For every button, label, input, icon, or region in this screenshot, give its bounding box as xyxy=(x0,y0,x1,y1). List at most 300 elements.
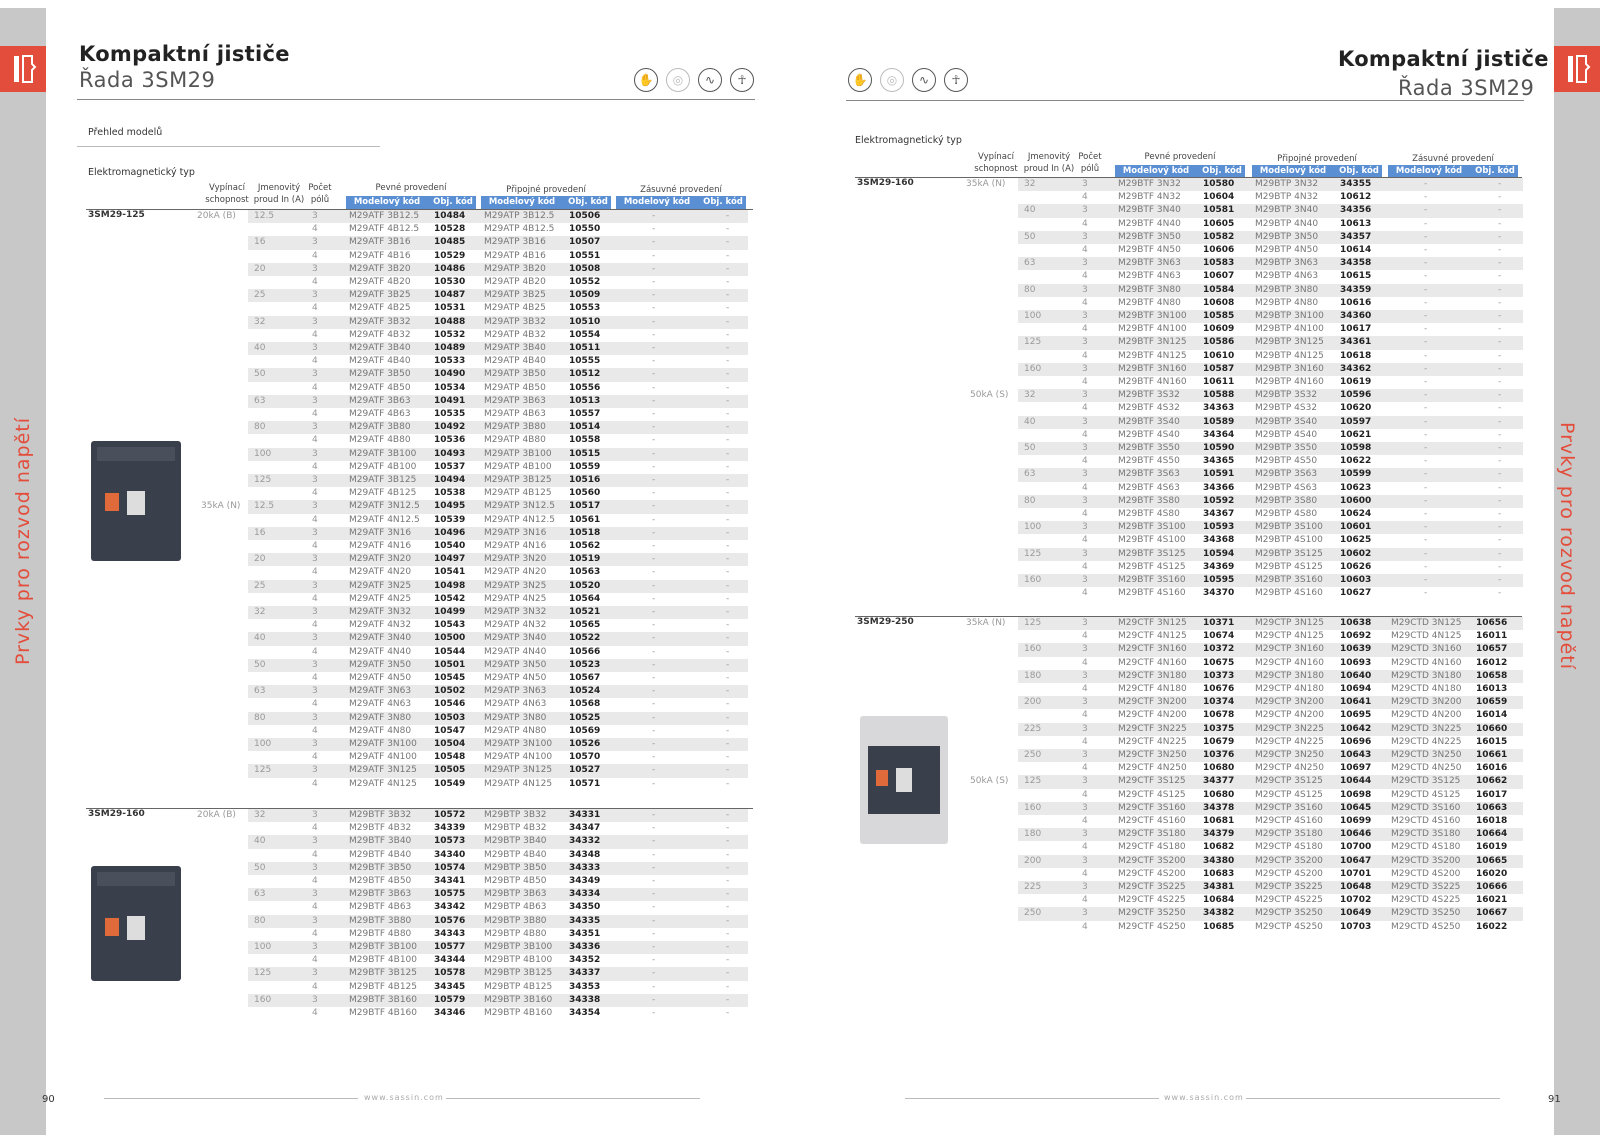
withdraw-model-code: - xyxy=(1424,297,1428,308)
table-row xyxy=(1018,643,1523,656)
plugin-model-code: M29ATP 3B63 xyxy=(484,395,546,406)
withdraw-order-code: - xyxy=(726,514,730,525)
fixed-model-code: M29BTF 3S63 xyxy=(1118,469,1180,480)
rated-current: 80 xyxy=(254,712,266,723)
withdraw-model-code: - xyxy=(652,699,656,710)
fixed-order-code: 10546 xyxy=(434,699,466,710)
fixed-model-code: M29BTF 4B50 xyxy=(349,876,412,886)
pole-count: 4 xyxy=(1082,868,1088,879)
person-icon: ☥ xyxy=(730,68,754,92)
rated-current: 40 xyxy=(254,633,266,644)
withdraw-model-code: - xyxy=(1424,324,1428,335)
fixed-order-code: 10607 xyxy=(1203,271,1235,282)
plugin-order-code: 10649 xyxy=(1340,908,1372,919)
withdraw-model-code: - xyxy=(652,810,656,820)
plugin-model-code: M29BTP 4S160 xyxy=(1255,588,1323,599)
withdraw-order-code: - xyxy=(726,942,730,952)
table-row xyxy=(1018,218,1523,231)
fixed-model-code: M29ATF 4B16 xyxy=(349,250,411,261)
fixed-model-code: M29CTF 4S225 xyxy=(1118,895,1186,906)
withdraw-model-code: - xyxy=(652,686,656,697)
fixed-model-code: M29CTF 4N250 xyxy=(1118,763,1187,774)
plugin-model-code: M29BTP 4S40 xyxy=(1255,429,1318,440)
fixed-order-code: 10497 xyxy=(434,554,466,565)
order-code-header: Obj. kód xyxy=(1202,166,1242,176)
page-title: Kompaktní jističe xyxy=(1338,47,1549,71)
fixed-order-code: 34381 xyxy=(1203,882,1235,892)
fixed-model-code: M29CTF 3N125 xyxy=(1118,618,1187,628)
plugin-model-code: M29ATP 4B125 xyxy=(484,488,552,499)
withdraw-order-code: - xyxy=(1498,469,1502,480)
pole-count: 3 xyxy=(312,915,318,926)
plugin-model-code: M29CTP 3S250 xyxy=(1255,908,1323,919)
withdraw-model-code: - xyxy=(1424,377,1428,387)
fixed-model-code: M29BTF 4S125 xyxy=(1118,561,1186,572)
fixed-model-code: M29BTF 3B100 xyxy=(349,942,418,952)
plugin-model-code: M29ATP 3B12.5 xyxy=(484,211,555,221)
withdraw-order-code: 10663 xyxy=(1476,802,1508,813)
plugin-order-code: 10638 xyxy=(1340,618,1372,628)
withdraw-model-code: M29CTD 3S180 xyxy=(1391,829,1461,840)
curve-icon: ∿ xyxy=(698,68,722,92)
plugin-model-code: M29CTP 4N250 xyxy=(1255,763,1324,774)
withdraw-order-code: - xyxy=(726,290,730,301)
pole-count: 4 xyxy=(1082,763,1088,774)
pole-count: 4 xyxy=(312,725,318,736)
withdraw-order-code: - xyxy=(726,527,730,538)
page-title: Kompaktní jističe xyxy=(79,42,290,66)
table-row xyxy=(1018,363,1523,376)
withdraw-order-code: 10661 xyxy=(1476,750,1508,760)
rated-current: 16 xyxy=(254,237,266,248)
plugin-model-code: M29CTP 4S200 xyxy=(1255,868,1323,879)
withdraw-order-code: 16019 xyxy=(1476,842,1508,853)
fixed-model-code: M29ATF 4N63 xyxy=(349,699,412,710)
withdraw-order-code: 16016 xyxy=(1476,763,1508,774)
table-row xyxy=(970,389,1523,402)
plugin-model-code: M29BTP 3N32 xyxy=(1255,179,1319,189)
table-row xyxy=(1018,548,1523,561)
fixed-model-code: M29ATF 3B32 xyxy=(349,316,411,327)
withdraw-order-code: - xyxy=(1498,192,1502,203)
rated-current: 225 xyxy=(1024,723,1042,734)
fixed-order-code: 34344 xyxy=(434,955,466,966)
fixed-model-code: M29ATF 4N20 xyxy=(349,567,412,578)
fixed-order-code: 10489 xyxy=(434,343,466,353)
withdraw-model-code: - xyxy=(652,942,656,952)
pole-count: 4 xyxy=(1082,921,1088,932)
withdraw-model-code: M29CTD 3N200 xyxy=(1391,697,1462,708)
group-rule xyxy=(855,177,1522,178)
fixed-order-code: 10675 xyxy=(1203,657,1235,668)
pole-count: 3 xyxy=(312,422,318,433)
fixed-model-code: M29CTF 3N180 xyxy=(1118,670,1187,681)
withdraw-model-code: - xyxy=(1424,535,1428,546)
fixed-model-code: M29BTF 3B160 xyxy=(349,994,418,1005)
fixed-order-code: 10544 xyxy=(434,646,466,657)
fixed-model-code: M29ATF 3B125 xyxy=(349,475,417,485)
table-row xyxy=(1018,534,1523,547)
fixed-model-code: M29BTF 3N160 xyxy=(1118,363,1187,374)
fixed-model-code: M29CTF 3S225 xyxy=(1118,882,1186,892)
plugin-order-code: 10702 xyxy=(1340,895,1372,906)
withdraw-order-code: - xyxy=(726,237,730,248)
plugin-model-code: M29ATP 3N63 xyxy=(484,686,547,697)
rated-current: 100 xyxy=(1024,311,1042,321)
withdraw-model-code: - xyxy=(652,448,656,459)
plugin-order-code: 10620 xyxy=(1340,403,1372,414)
pole-count: 4 xyxy=(312,461,318,472)
fixed-model-code: M29ATF 4B20 xyxy=(349,277,411,287)
fixed-model-code: M29ATF 3N50 xyxy=(349,659,412,670)
table-row xyxy=(1018,191,1523,204)
fixed-model-code: M29BTF 3S80 xyxy=(1118,495,1180,506)
pole-count: 4 xyxy=(312,593,318,604)
fixed-order-code: 10548 xyxy=(434,752,466,763)
fixed-order-code: 34380 xyxy=(1203,855,1235,866)
plugin-model-code: M29BTP 4S125 xyxy=(1255,561,1323,572)
table-row xyxy=(1018,749,1523,762)
withdraw-order-code: - xyxy=(726,823,730,834)
breaker-image-160 xyxy=(91,866,181,981)
fixed-model-code: M29BTF 4S160 xyxy=(1118,588,1186,599)
rated-current: 12.5 xyxy=(254,211,275,221)
table-row xyxy=(1018,855,1523,868)
fixed-order-code: 10580 xyxy=(1203,179,1235,189)
withdraw-order-code: - xyxy=(726,277,730,287)
plugin-model-code: M29ATP 3N25 xyxy=(484,580,547,591)
fixed-model-code: M29ATF 3B16 xyxy=(349,237,411,248)
plugin-order-code: 10521 xyxy=(569,607,601,617)
withdraw-order-code: - xyxy=(1498,482,1502,493)
table-row xyxy=(1018,442,1523,455)
plugin-model-code: M29ATP 4B25 xyxy=(484,303,546,314)
fixed-model-code: M29CTF 3S200 xyxy=(1118,855,1186,866)
pole-count: 4 xyxy=(1082,456,1088,467)
plugin-order-code: 10601 xyxy=(1340,522,1372,533)
fixed-order-code: 10595 xyxy=(1203,575,1235,585)
withdraw-order-code: - xyxy=(726,435,730,446)
fixed-order-code: 10586 xyxy=(1203,337,1235,348)
withdraw-model-code: M29CTD 3N225 xyxy=(1391,723,1462,734)
pole-count: 4 xyxy=(312,541,318,551)
person-icon: ☥ xyxy=(944,68,968,92)
withdraw-model-code: - xyxy=(652,475,656,485)
withdraw-model-code: - xyxy=(1424,363,1428,374)
withdraw-order-code: - xyxy=(726,369,730,380)
hand-icon: ✋ xyxy=(848,68,872,92)
plugin-order-code: 10562 xyxy=(569,541,601,551)
withdraw-order-code: - xyxy=(1498,416,1502,427)
fixed-model-code: M29ATF 4N80 xyxy=(349,725,412,736)
table-row xyxy=(1018,468,1523,481)
plugin-order-code: 34362 xyxy=(1340,363,1372,374)
fixed-model-code: M29ATF 3N16 xyxy=(349,527,412,538)
withdraw-model-code: - xyxy=(652,1008,656,1018)
fixed-model-code: M29CTF 3N225 xyxy=(1118,723,1187,734)
plugin-model-code: M29BTP 4S100 xyxy=(1255,535,1323,546)
plugin-order-code: 10703 xyxy=(1340,921,1372,932)
breaking-capacity: 50kA (S) xyxy=(970,390,1009,401)
rated-current: 63 xyxy=(254,686,266,697)
fixed-model-code: M29CTF 4S125 xyxy=(1118,789,1186,800)
fixed-order-code: 34370 xyxy=(1203,588,1235,599)
withdraw-order-code: - xyxy=(726,810,730,820)
withdraw-model-code: - xyxy=(652,263,656,274)
withdraw-model-code: - xyxy=(652,541,656,551)
plugin-order-code: 10508 xyxy=(569,263,601,274)
pole-count: 3 xyxy=(1082,618,1088,628)
fixed-model-code: M29BTF 3S32 xyxy=(1118,390,1180,401)
plugin-model-code: M29CTP 3N180 xyxy=(1255,670,1324,681)
plugin-model-code: M29BTP 3N40 xyxy=(1255,205,1319,216)
rated-current: 16 xyxy=(254,527,266,538)
pole-count: 3 xyxy=(1082,723,1088,734)
rated-current: 80 xyxy=(1024,284,1036,295)
plugin-order-code: 10613 xyxy=(1340,218,1372,229)
table-row xyxy=(970,775,1523,788)
table-row xyxy=(1018,178,1523,191)
plugin-model-code: M29ATP 3N50 xyxy=(484,659,547,670)
plugin-order-code: 10612 xyxy=(1340,192,1372,203)
plugin-order-code: 10555 xyxy=(569,356,601,367)
withdraw-model-code: - xyxy=(1424,561,1428,572)
rated-current: 50 xyxy=(1024,231,1036,242)
withdraw-order-code: - xyxy=(726,994,730,1005)
fixed-order-code: 10374 xyxy=(1203,697,1235,708)
rated-current: 160 xyxy=(1024,575,1042,585)
rated-current: 125 xyxy=(1024,548,1042,559)
fixed-model-code: M29ATF 4B63 xyxy=(349,409,411,419)
breaking-capacity: 20kA (B) xyxy=(197,810,236,820)
table-row xyxy=(1018,231,1523,244)
fixed-order-code: 10605 xyxy=(1203,218,1235,229)
pole-count: 3 xyxy=(1082,829,1088,840)
withdraw-order-code: - xyxy=(726,981,730,992)
plugin-model-code: M29ATP 3B40 xyxy=(484,343,546,353)
fixed-model-code: M29BTF 3B40 xyxy=(349,836,412,847)
fixed-order-code: 34378 xyxy=(1203,802,1235,813)
fixed-model-code: M29BTF 3S40 xyxy=(1118,416,1180,427)
fixed-model-code: M29BTF 4S50 xyxy=(1118,456,1180,467)
fixed-order-code: 10491 xyxy=(434,395,466,406)
rated-current: 80 xyxy=(1024,495,1036,506)
withdraw-model-code: - xyxy=(652,211,656,221)
pole-count: 3 xyxy=(1082,697,1088,708)
pole-count: 4 xyxy=(312,646,318,657)
fixed-order-code: 10531 xyxy=(434,303,466,314)
fixed-order-code: 34339 xyxy=(434,823,466,834)
table-row xyxy=(1018,683,1523,696)
fixed-model-code: M29CTF 3N250 xyxy=(1118,750,1187,760)
plugin-order-code: 10647 xyxy=(1340,855,1372,866)
withdraw-model-code: M29CTD 4N180 xyxy=(1391,684,1462,694)
fixed-model-code: M29CTF 4N225 xyxy=(1118,736,1187,747)
pole-count: 4 xyxy=(312,303,318,314)
withdraw-order-code: - xyxy=(726,395,730,406)
fixed-model-code: M29CTF 4N160 xyxy=(1118,657,1187,668)
model-code-header: Modelový kód xyxy=(1395,166,1463,176)
fixed-order-code: 10530 xyxy=(434,277,466,287)
withdraw-model-code: - xyxy=(652,527,656,538)
withdraw-model-code: - xyxy=(652,659,656,670)
fixed-model-code: M29BTF 4B125 xyxy=(349,981,418,992)
fixed-model-code: M29CTF 4N180 xyxy=(1118,684,1187,694)
plugin-order-code: 10644 xyxy=(1340,776,1372,787)
plugin-order-code: 10701 xyxy=(1340,868,1372,879)
plugin-model-code: M29CTP 4N160 xyxy=(1255,657,1324,668)
fixed-order-code: 10680 xyxy=(1203,763,1235,774)
plugin-model-code: M29ATP 4N125 xyxy=(484,778,553,789)
table-row xyxy=(1018,841,1523,854)
withdraw-order-code: - xyxy=(1498,231,1502,242)
table-row xyxy=(1018,376,1523,389)
fixed-order-code: 34365 xyxy=(1203,456,1235,467)
withdraw-order-code: - xyxy=(1498,271,1502,282)
withdraw-model-code: - xyxy=(652,823,656,834)
rated-current: 50 xyxy=(254,862,266,873)
plugin-model-code: M29ATP 3B50 xyxy=(484,369,546,380)
plugin-order-code: 10513 xyxy=(569,395,601,406)
plugin-order-code: 10563 xyxy=(569,567,601,578)
plugin-model-code: M29ATP 4N20 xyxy=(484,567,547,578)
plugin-model-code: M29ATP 3N20 xyxy=(484,554,547,565)
plugin-order-code: 10625 xyxy=(1340,535,1372,546)
col-poles: Počet pólů xyxy=(1078,152,1102,174)
plugin-order-code: 10570 xyxy=(569,752,601,763)
pole-count: 4 xyxy=(1082,895,1088,906)
fixed-model-code: M29BTF 4N32 xyxy=(1118,192,1181,203)
rated-current: 250 xyxy=(1024,750,1042,760)
plugin-model-code: M29ATP 3B25 xyxy=(484,290,546,301)
withdraw-model-code: - xyxy=(652,461,656,472)
fixed-order-code: 10496 xyxy=(434,527,466,538)
withdraw-order-code: - xyxy=(1498,284,1502,295)
plugin-order-code: 10627 xyxy=(1340,588,1372,599)
plugin-order-code: 10522 xyxy=(569,633,601,644)
withdraw-order-code: - xyxy=(726,778,730,789)
fixed-order-code: 34368 xyxy=(1203,535,1235,546)
fixed-model-code: M29BTF 4S40 xyxy=(1118,429,1180,440)
withdraw-model-code: M29CTD 3N250 xyxy=(1391,750,1462,760)
table-row xyxy=(1018,828,1523,841)
withdraw-model-code: - xyxy=(652,981,656,992)
fixed-order-code: 10495 xyxy=(434,501,466,512)
table-row xyxy=(1018,350,1523,363)
pole-count: 4 xyxy=(312,752,318,763)
fixed-model-code: M29ATF 3N100 xyxy=(349,739,417,749)
pole-count: 3 xyxy=(312,810,318,820)
cert-icon: ◎ xyxy=(880,68,904,92)
withdraw-order-code: 16014 xyxy=(1476,710,1508,721)
withdraw-order-code: - xyxy=(1498,245,1502,255)
withdraw-order-code: - xyxy=(1498,179,1502,189)
plugin-model-code: M29ATP 3N100 xyxy=(484,739,553,749)
withdraw-model-code: M29CTD 3N125 xyxy=(1391,618,1462,628)
plugin-order-code: 10516 xyxy=(569,475,601,485)
plugin-order-code: 10619 xyxy=(1340,377,1372,387)
withdraw-model-code: M29CTD 4S200 xyxy=(1391,868,1461,879)
plugin-order-code: 10692 xyxy=(1340,631,1372,642)
fixed-order-code: 10604 xyxy=(1203,192,1235,203)
withdraw-order-code: - xyxy=(1498,390,1502,401)
rated-current: 32 xyxy=(254,810,266,820)
rated-current: 40 xyxy=(1024,205,1036,216)
withdraw-order-code: - xyxy=(726,263,730,274)
withdraw-order-code: - xyxy=(726,968,730,979)
pole-count: 3 xyxy=(1082,443,1088,453)
pole-count: 4 xyxy=(312,699,318,710)
withdraw-model-code: - xyxy=(1424,258,1428,269)
withdraw-model-code: - xyxy=(1424,390,1428,401)
fixed-order-code: 10488 xyxy=(434,316,466,327)
plugin-order-code: 10599 xyxy=(1340,469,1372,480)
withdraw-order-code: 10659 xyxy=(1476,697,1508,708)
rated-current: 250 xyxy=(1024,908,1042,919)
pole-count: 4 xyxy=(1082,218,1088,229)
plugin-model-code: M29BTP 3S63 xyxy=(1255,469,1318,480)
plugin-model-code: M29ATP 4N40 xyxy=(484,646,547,657)
fixed-order-code: 10485 xyxy=(434,237,466,248)
model-code-header: Modelový kód xyxy=(488,197,556,207)
withdraw-model-code: M29CTD 3S250 xyxy=(1391,908,1461,919)
model-series: 3SM29-160 xyxy=(857,178,914,188)
pole-count: 3 xyxy=(1082,548,1088,559)
plugin-order-code: 10510 xyxy=(569,316,601,327)
pole-count: 3 xyxy=(312,607,318,617)
plugin-order-code: 34353 xyxy=(569,981,601,992)
withdraw-order-code: - xyxy=(726,725,730,736)
withdraw-model-code: M29CTD 4N225 xyxy=(1391,736,1462,747)
plugin-order-code: 10618 xyxy=(1340,350,1372,361)
pole-count: 3 xyxy=(312,475,318,485)
rated-current: 12.5 xyxy=(254,501,275,512)
pole-count: 4 xyxy=(1082,588,1088,599)
withdraw-order-code: - xyxy=(726,356,730,367)
rated-current: 63 xyxy=(254,395,266,406)
withdraw-order-code: - xyxy=(726,889,730,900)
fixed-order-code: 10581 xyxy=(1203,205,1235,216)
fixed-order-code: 10611 xyxy=(1203,377,1235,387)
plugin-model-code: M29CTP 3S180 xyxy=(1255,829,1323,840)
fixed-order-code: 34382 xyxy=(1203,908,1235,919)
withdraw-order-code: - xyxy=(726,765,730,776)
plugin-order-code: 10566 xyxy=(569,646,601,657)
plugin-order-code: 10506 xyxy=(569,211,601,221)
plugin-order-code: 10552 xyxy=(569,277,601,287)
fixed-order-code: 10682 xyxy=(1203,842,1235,853)
withdraw-model-code: - xyxy=(652,567,656,578)
pole-count: 3 xyxy=(1082,231,1088,242)
plugin-model-code: M29ATP 3B32 xyxy=(484,316,546,327)
table-row xyxy=(1018,630,1523,643)
fixed-model-code: M29ATF 3B80 xyxy=(349,422,411,433)
page-number: 90 xyxy=(42,1094,55,1105)
fixed-order-code: 10498 xyxy=(434,580,466,591)
withdraw-model-code: - xyxy=(652,593,656,604)
withdraw-model-code: - xyxy=(1424,443,1428,453)
plugin-model-code: M29CTP 4N180 xyxy=(1255,684,1324,694)
pole-count: 4 xyxy=(312,620,318,631)
table-row xyxy=(1018,657,1523,670)
withdraw-order-code: - xyxy=(726,712,730,723)
withdraw-order-code: - xyxy=(1498,522,1502,533)
fixed-model-code: M29ATF 3N125 xyxy=(349,765,417,776)
fixed-model-code: M29CTF 3N160 xyxy=(1118,644,1187,655)
fixed-model-code: M29ATF 3N80 xyxy=(349,712,412,723)
plugin-model-code: M29BTP 4S50 xyxy=(1255,456,1318,467)
withdraw-model-code: - xyxy=(652,607,656,617)
